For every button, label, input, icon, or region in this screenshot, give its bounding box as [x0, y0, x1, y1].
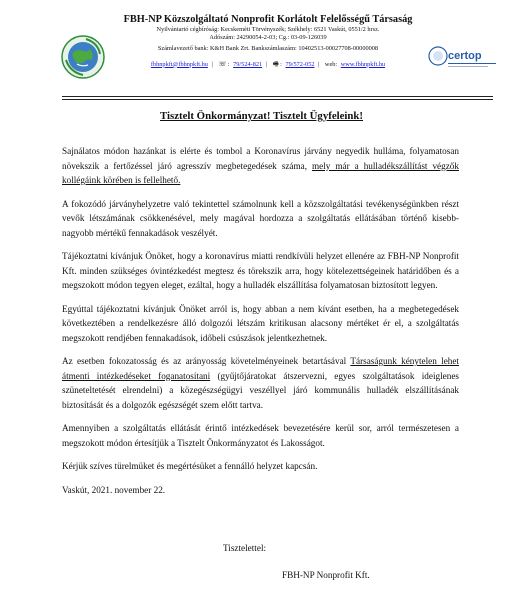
tax-line: Adószám: 24290054-2-03; Cg.: 03-09-126039 [209, 34, 327, 42]
company-name: FBH-NP Közszolgáltató Nonprofit Korlátolt Felelősségű Társaság [123, 14, 413, 25]
website-link[interactable]: www.fbhnpkft.hu [340, 60, 386, 68]
registry-line: Nyilvántartó cégbíróság: Kecskeméti Törvényszék; Székhely: 6521 Vaskút, 0551/2 hrsz. [156, 26, 380, 33]
paragraph-5 [62, 354, 459, 412]
p1-underlined: mely már a hulladékszállítást végzők kollégáink körében is fellelhető. [62, 160, 459, 185]
paragraph-7: Kérjük szíves türelmüket és megértésüket a fennálló helyzet kapcsán. [62, 461, 318, 471]
letter-body [62, 144, 459, 506]
p5-end: (gyűjtőjáratokat átszervezni, egyes szolgáltatások ideiglenes szüneteltetését elrendelni) a közegészségügyi veszéllyel járó kommunális hulladék elszállításának biztosítását és a dolgozók egészségét szem előtt tartva. [62, 370, 459, 410]
p5-underlined: Társaságunk kénytelen lehet átmenti intézkedéseket foganatosítani [62, 356, 459, 381]
separator: | [211, 60, 213, 68]
header-divider [62, 99, 493, 100]
fax-icon: 🖷 : [272, 60, 282, 68]
paragraph-3: Tájékoztatni kívánjuk Önöket, hogy a koronavírus miatti rendkívüli helyzet ellenére az FBH-NP Nonprofit Kft. minden szükséges óvintézkedést megtesz és törekszik arra, hogy kötelezettségeinek határidőben és a megszokott módon tegyen eleget, ezáltal, hogy a hulladék elszállítása folyamatosan biztosított legyen. [62, 251, 459, 290]
paragraph-1 [62, 144, 459, 188]
fax-link[interactable]: 79/572-052 [285, 60, 315, 68]
header-divider [62, 96, 493, 97]
paragraph-4: Egyúttal tájékoztatni kívánjuk Önöket arról is, hogy abban a nem kívánt esetben, ha a megbetegedések következtében a rendelkezésre álló dolgozói létszám kritikusan alacsony mértéket ér el, a szolgáltatás megszokott rendjében fennakadások, időbeli csúszások jelentkezhetnek. [62, 303, 459, 343]
signer-name: FBH-NP Nonprofit Kft. [282, 570, 370, 580]
phone-icon: ☏ : [218, 60, 230, 68]
paragraph-2: A fokozódó járványhelyzetre való tekintettel számolnunk kell a közszolgáltatási tevékenységünkben részt vevők létszámának csökkenésével, mely magával hordozza a szolgáltatás ellátásában történő kisebb-nagyobb mértékű fennakadások veszélyét. [62, 198, 459, 238]
phone-link[interactable]: 79/524-821 [233, 60, 263, 68]
separator: | [318, 60, 320, 68]
certop-certification-logo [428, 40, 500, 72]
company-globe-logo [60, 34, 106, 80]
bank-line: Számlavezető bank: K&H Bank Zrt. Bankszámlaszám: 10402513-00027708-00000008 [157, 45, 379, 53]
closing: Tisztelettel: [223, 543, 267, 553]
letterhead [118, 14, 418, 70]
paragraph-6: Amennyiben a szolgáltatás ellátását érintő intézkedések bevezetésére kerül sor, arról természetesen a megszokott módon értesítjük a Tisztelt Önkormányzatot és Lakosságot. [62, 423, 459, 448]
p5-start: Az esetben fokozatosság és az arányosság követelményeinek betartásával [62, 356, 351, 366]
letter-title: Tisztelt Önkormányzat! Tisztelt Ügyfeleink! [159, 110, 364, 122]
contact-line [118, 59, 418, 70]
certop-logo-text: certop [448, 50, 482, 62]
p1-text: Sajnálatos módon hazánkat is elérte és tombol a Koronavírus járvány negyedik hulláma, folyamatosan növekszik a fertőzéssel járó agresszív megbetegedések száma, [62, 146, 459, 171]
separator: | [265, 60, 268, 68]
email-link[interactable]: fbhnpkft@fbhnpkft.hu [150, 60, 208, 68]
web-label: web: [324, 60, 338, 68]
date-line: Vaskút, 2021. november 22. [62, 484, 166, 495]
